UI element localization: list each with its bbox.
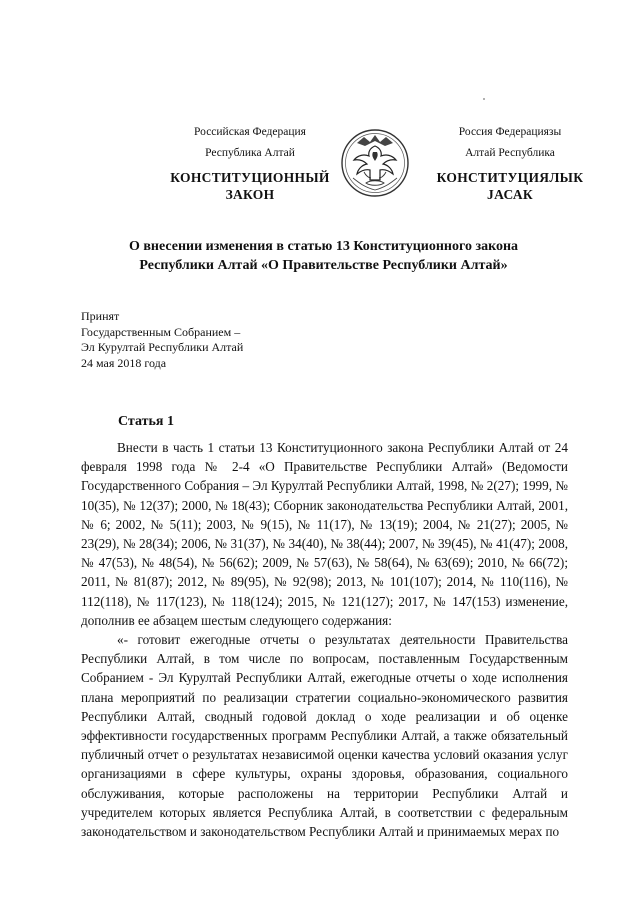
scan-speck [483,98,485,100]
adoption-note [81,309,381,371]
header-left-doc-type-line1: КОНСТИТУЦИОННЫЙ [170,170,330,185]
article-paragraph-1: Внести в часть 1 статьи 13 Конституционного закона Республики Алтай от 24 февраля 1998 года № 2-4 «О Правительстве Республики Алтай» (Ведомости Государственного Собрания – Эл Курултай Республики Алтай, 1998, № 2(27); 1999, № 10(35), № 12(37); 2000, № 18(43); Сборник законодательства Республики Алтай, 2001, № 6; 2002, № 5(11); 2003, № 9(15), № 11(17), № 13(19); 2004, № 21(27); 2005, № 23(29), № 28(34); 2006, № 31(37), № 34(40), № 38(44); 2007, № 39(45), № 41(47); 2008, № 47(53), № 48(54), № 56(62); 2009, № 57(63), № 58(64), № 63(69); 2010, № 66(72); 2011, № 81(87); 2012, № 89(95), № 92(98); 2013, № 101(107); 2014, № 110(116), № 112(118), № 117(123), № 118(124); 2015, № 121(127); 2017, № 147(153) изменение, дополнив ее абзацем шестым следующего содержания: [81,440,568,628]
header-left-block [165,125,335,203]
document-title [80,237,567,275]
header-left-republic: Республика Алтай [205,147,295,159]
header-left-country: Российская Федерация [194,126,306,138]
adoption-date: 24 мая 2018 года [81,355,167,370]
header-right-block [425,125,595,203]
adoption-line3: Эл Курултай Республики Алтай [81,340,244,354]
document-title-line2: Республики Алтай «О Правительстве Республики Алтай» [139,258,508,273]
header-left-doc-type-line2: ЗАКОН [225,187,275,202]
article-paragraph-2: «- готовит ежегодные отчеты о результатах деятельности Правительства Республики Алтай, в том числе по вопросам, поставленным Государственным Собранием - Эл Курултай Республики Алтай, ежегодные отчеты о ходе исполнения плана мероприятий по реализации стратегии социально-экономического развития Республики Алтай, сводный годовой доклад о ходе реализации и об оценке эффективности государственных программ Республики Алтай, а также обязательный публичный отчет о результатах независимой оценки качества условий оказания услуг организациями в сфере культуры, охраны здоровья, образования, социального обслуживания, которые расположены на территории Республики Алтай и учредителем которых является Республика Алтай, в соответствии с федеральным законодательством и законодательством Республики Алтай и принимаемых мерах по [81,632,568,840]
header-right-doc-type-line2: ЈАСАК [487,187,533,202]
article-heading: Статья 1 [118,414,174,429]
header-left-doc-type [165,169,335,203]
coat-of-arms-icon [340,128,410,198]
adoption-line2: Государственным Собранием – [81,324,241,339]
header-right-country: Россия Федерациязы [458,126,562,138]
header-right-doc-type-line1: КОНСТИТУЦИЯЛЫК [436,170,584,185]
header-right-doc-type [425,169,595,203]
adoption-line1: Принят [81,309,120,323]
article-body [81,438,568,841]
document-title-line1: О внесении изменения в статью 13 Конституционного закона [128,239,519,254]
header-right-republic: Алтай Республика [465,147,555,159]
